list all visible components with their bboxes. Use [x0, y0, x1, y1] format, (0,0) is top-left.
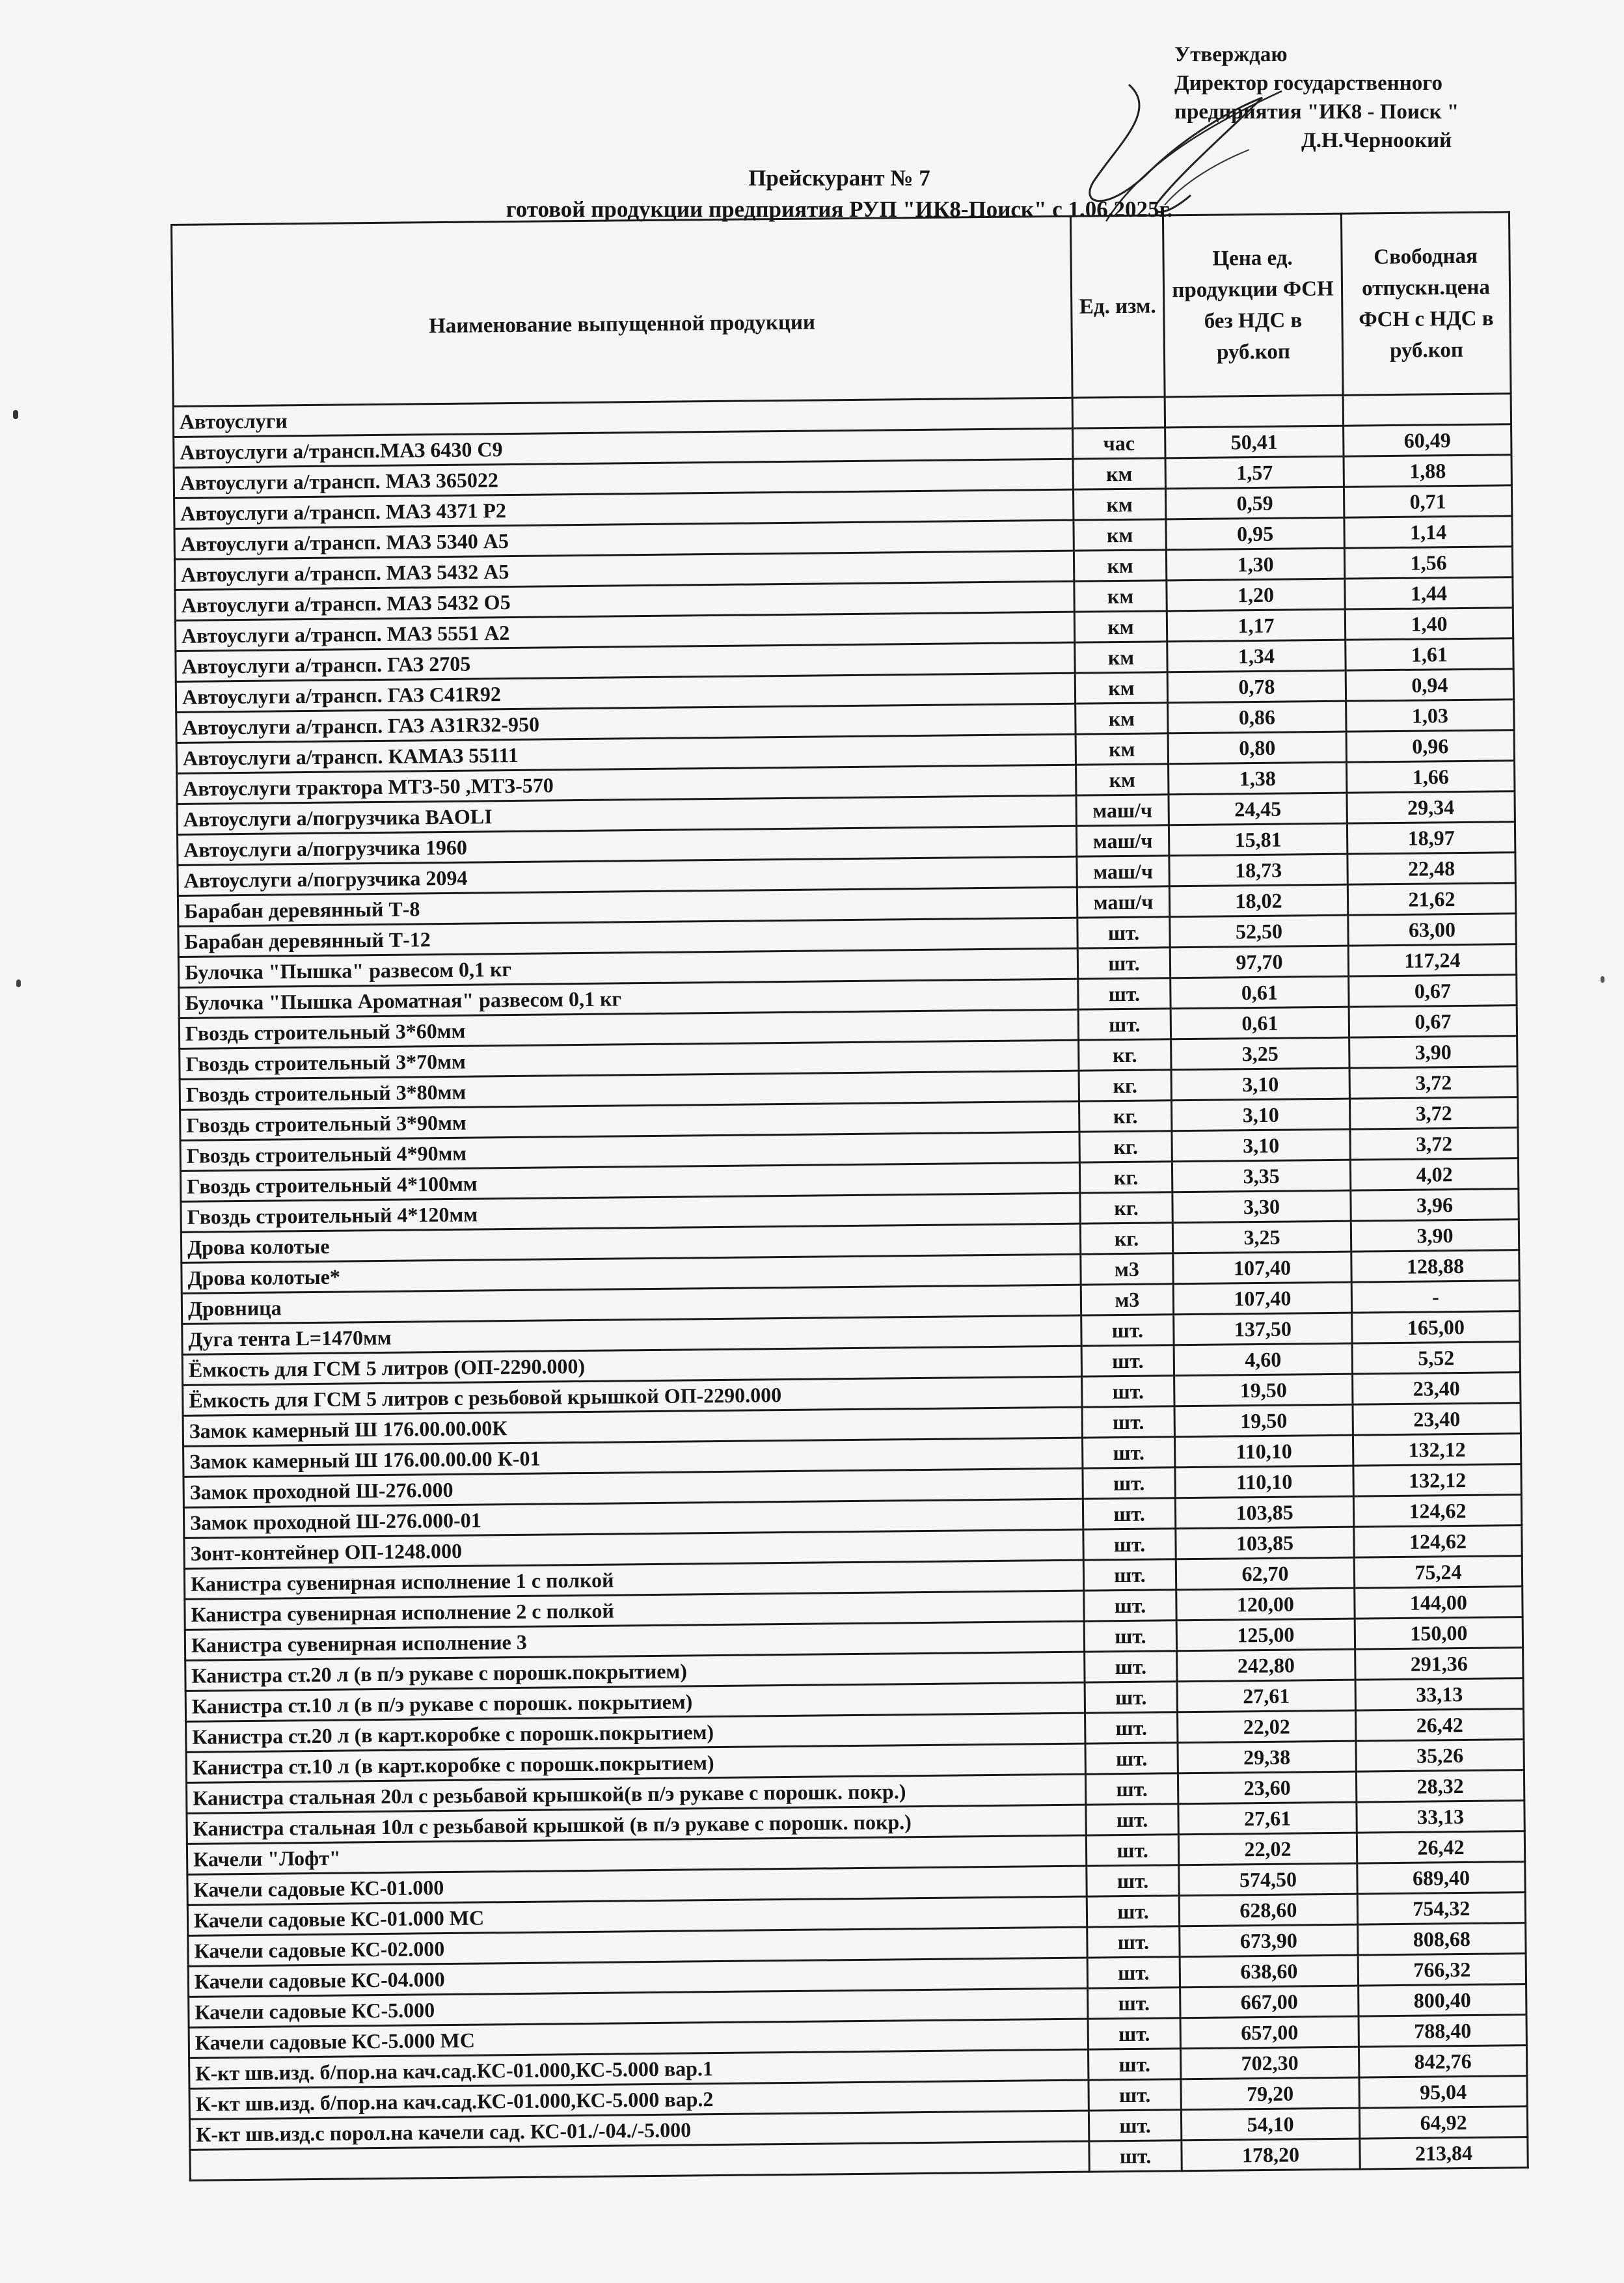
cell-price-without-vat: 1,20: [1167, 579, 1345, 611]
cell-product-name: Булочка "Пышка Ароматная" развесом 0,1 кг: [179, 979, 1078, 1018]
cell-product-name: Барабан деревянный Т-8: [178, 887, 1077, 926]
cell-unit: шт.: [1081, 1345, 1174, 1376]
cell-unit: [1072, 397, 1165, 428]
cell-unit: кг.: [1079, 1039, 1171, 1071]
cell-price-without-vat: 50,41: [1165, 426, 1344, 458]
cell-price-without-vat: 3,10: [1172, 1129, 1350, 1162]
cell-price-without-vat: 3,35: [1172, 1160, 1350, 1192]
cell-unit: шт.: [1084, 1590, 1176, 1621]
cell-price-without-vat: 29,38: [1178, 1741, 1356, 1773]
cell-unit: шт.: [1088, 1988, 1180, 2019]
cell-unit: км: [1076, 733, 1168, 765]
cell-unit: кг.: [1079, 1162, 1172, 1193]
cell-unit: шт.: [1082, 1406, 1174, 1438]
cell-price-with-vat: 0,94: [1346, 669, 1513, 701]
cell-product-name: Автоуслуги а/погрузчика 1960: [178, 826, 1077, 865]
cell-price-with-vat: 5,52: [1352, 1342, 1520, 1374]
cell-price-without-vat: 242,80: [1177, 1649, 1355, 1682]
cell-price-with-vat: 754,32: [1357, 1893, 1525, 1924]
cell-product-name: Гвоздь строительный 3*70мм: [180, 1040, 1079, 1079]
cell-product-name: Автоуслуги а/погрузчика BAOLI: [177, 795, 1076, 834]
cell-price-with-vat: 33,13: [1355, 1678, 1523, 1710]
cell-price-with-vat: 808,68: [1358, 1923, 1526, 1955]
cell-unit: шт.: [1089, 2079, 1181, 2111]
cell-price-without-vat: 27,61: [1177, 1680, 1355, 1712]
cell-price-without-vat: 110,10: [1175, 1466, 1353, 1498]
cell-unit: шт.: [1085, 1682, 1177, 1713]
cell-unit: шт.: [1087, 1957, 1180, 1988]
cell-product-name: Дровница: [182, 1285, 1081, 1324]
cell-price-without-vat: 103,85: [1176, 1527, 1354, 1559]
cell-product-name: Канистра ст.20 л (в карт.коробке с порошк.покрытием): [186, 1713, 1085, 1752]
cell-price-without-vat: 667,00: [1180, 1986, 1359, 2018]
approval-line-position: Директор государственного: [1174, 72, 1442, 95]
cell-product-name: Дуга тента L=1470мм: [182, 1315, 1081, 1354]
cell-price-without-vat: 673,90: [1180, 1924, 1358, 1957]
cell-price-with-vat: 3,90: [1349, 1036, 1517, 1068]
cell-unit: шт.: [1085, 1712, 1178, 1743]
scan-speck: [13, 410, 18, 419]
table-header-row: [172, 212, 1511, 407]
cell-unit: шт.: [1082, 1376, 1174, 1407]
cell-price-with-vat: 35,26: [1356, 1740, 1524, 1771]
cell-price-with-vat: 1,14: [1344, 516, 1512, 548]
cell-product-name: К-кт шв.изд. б/пор.на кач.сад.КС-01.000,КС-5.000 вар.2: [189, 2080, 1089, 2119]
cell-product-name: Гвоздь строительный 3*60мм: [179, 1009, 1078, 1048]
cell-price-with-vat: 75,24: [1354, 1556, 1522, 1588]
cell-price-with-vat: 117,24: [1348, 944, 1516, 976]
cell-price-with-vat: 213,84: [1360, 2137, 1528, 2169]
cell-price-without-vat: 23,60: [1178, 1771, 1356, 1804]
cell-price-with-vat: 0,67: [1349, 1005, 1517, 1037]
cell-price-with-vat: 60,49: [1344, 424, 1511, 456]
cell-price-with-vat: 23,40: [1353, 1373, 1521, 1404]
cell-unit: шт.: [1083, 1529, 1176, 1560]
cell-price-with-vat: 788,40: [1359, 2015, 1526, 2047]
cell-product-name: Булочка "Пышка" развесом 0,1 кг: [178, 948, 1077, 987]
cell-product-name: Автоуслуги а/трансп. МАЗ 5551 А2: [175, 612, 1074, 651]
cell-unit: шт.: [1083, 1498, 1175, 1529]
cell-price-without-vat: 24,45: [1169, 793, 1347, 825]
cell-unit: шт.: [1085, 1773, 1178, 1805]
cell-price-with-vat: 0,71: [1344, 485, 1511, 517]
cell-price-without-vat: 657,00: [1180, 2016, 1359, 2049]
cell-unit: км: [1074, 550, 1166, 581]
cell-product-name: Гвоздь строительный 3*90мм: [180, 1101, 1079, 1140]
cell-price-with-vat: 63,00: [1348, 914, 1516, 946]
cell-unit: км: [1073, 489, 1165, 520]
cell-price-with-vat: 128,88: [1351, 1250, 1519, 1282]
cell-product-name: Качели садовые КС-04.000: [188, 1958, 1087, 1997]
cell-price-with-vat: 64,92: [1359, 2107, 1527, 2139]
cell-product-name: Канистра ст.10 л (в карт.коробке с порошк.покрытием): [186, 1743, 1085, 1783]
cell-price-with-vat: 23,40: [1353, 1403, 1521, 1435]
cell-unit: шт.: [1083, 1468, 1175, 1499]
cell-price-without-vat: 1,30: [1166, 548, 1344, 581]
cell-price-without-vat: 1,38: [1169, 762, 1347, 795]
header-price-with-vat: Свободная отпускн.цена ФСН с НДС в руб.коп: [1341, 212, 1511, 395]
price-list-table: [170, 211, 1529, 2181]
cell-unit: шт.: [1083, 1559, 1176, 1591]
approval-line-enterprise: предприятия "ИК8 - Поиск ": [1174, 100, 1459, 124]
cell-unit: шт.: [1082, 1437, 1174, 1468]
cell-product-name: Качели садовые КС-02.000: [188, 1927, 1087, 1966]
cell-unit: шт.: [1087, 1896, 1179, 1927]
cell-unit: шт.: [1087, 1926, 1180, 1958]
cell-price-without-vat: 52,50: [1170, 915, 1348, 948]
cell-price-with-vat: 1,44: [1345, 577, 1513, 609]
approval-line-director: Д.Н.Черноокий: [1301, 129, 1452, 152]
cell-product-name: Автоуслуги а/трансп. МАЗ 365022: [174, 459, 1073, 498]
cell-unit: км: [1075, 672, 1167, 704]
cell-unit: кг.: [1079, 1100, 1172, 1132]
cell-price-without-vat: 1,57: [1165, 456, 1344, 489]
cell-product-name: Качели садовые КС-5.000: [189, 1988, 1088, 2027]
cell-product-name: Канистра сувенирная исполнение 2 с полкой: [185, 1591, 1084, 1630]
cell-product-name: Замок камерный Ш 176.00.00.00К: [183, 1407, 1082, 1446]
cell-product-name: Автоуслуги а/трансп. ГАЗ С41R92: [176, 673, 1075, 712]
cell-product-name: Замок проходной Ш-276.000-01: [183, 1499, 1083, 1538]
cell-price-with-vat: 842,76: [1359, 2045, 1526, 2077]
cell-unit: шт.: [1078, 1009, 1171, 1040]
cell-price-with-vat: 29,34: [1347, 791, 1515, 823]
cell-price-without-vat: 19,50: [1174, 1404, 1353, 1437]
cell-product-name: К-кт шв.изд.с порол.на качели сад. КС-01./-04./-5.000: [189, 2111, 1089, 2150]
cell-price-with-vat: 22,48: [1347, 853, 1515, 884]
cell-product-name: Качели садовые КС-5.000 МС: [189, 2019, 1088, 2058]
cell-price-without-vat: 27,61: [1178, 1802, 1357, 1835]
cell-price-without-vat: 19,50: [1174, 1374, 1353, 1406]
cell-product-name: Автоуслуги а/трансп. МАЗ 4371 Р2: [174, 489, 1074, 528]
cell-price-with-vat: 33,13: [1357, 1801, 1524, 1833]
cell-price-with-vat: 124,62: [1353, 1495, 1521, 1527]
cell-unit: шт.: [1089, 2110, 1181, 2141]
cell-price-with-vat: 124,62: [1354, 1525, 1522, 1557]
cell-price-with-vat: 3,96: [1351, 1189, 1519, 1221]
cell-price-with-vat: 4,02: [1350, 1158, 1518, 1190]
cell-unit: км: [1075, 642, 1167, 673]
approval-line-approve: Утверждаю: [1174, 43, 1288, 66]
cell-unit: км: [1076, 764, 1169, 795]
cell-price-without-vat: 0,80: [1168, 731, 1346, 764]
cell-price-without-vat: 107,40: [1173, 1251, 1351, 1284]
cell-price-with-vat: [1343, 394, 1511, 426]
cell-price-with-vat: 291,36: [1355, 1648, 1523, 1680]
cell-product-name: Дрова колотые*: [182, 1254, 1081, 1293]
cell-price-with-vat: 1,66: [1347, 761, 1515, 793]
cell-product-name: Ёмкость для ГСМ 5 литров (ОП-2290.000): [182, 1346, 1081, 1385]
cell-unit: маш/ч: [1077, 886, 1169, 918]
cell-product-name: Канистра стальная 10л с резьбавой крышкой (в п/э рукаве с порошк. покр.): [187, 1805, 1086, 1844]
cell-product-name: Автоуслуги а/трансп. МАЗ 5340 А5: [174, 520, 1074, 559]
cell-product-name: Автоуслуги а/погрузчика 2094: [178, 856, 1077, 895]
cell-unit: маш/ч: [1076, 795, 1169, 826]
cell-price-without-vat: 0,86: [1168, 701, 1346, 733]
cell-price-with-vat: 1,03: [1346, 700, 1514, 731]
cell-unit: км: [1074, 581, 1167, 612]
cell-price-with-vat: 800,40: [1359, 1984, 1526, 2016]
cell-price-without-vat: 1,34: [1167, 640, 1346, 672]
cell-unit: шт.: [1086, 1835, 1178, 1866]
cell-product-name: Канистра ст.10 л (в п/э рукаве с порошк. покрытием): [185, 1682, 1085, 1721]
cell-price-without-vat: [1165, 395, 1343, 428]
cell-unit: шт.: [1085, 1651, 1177, 1682]
cell-unit: км: [1074, 611, 1167, 642]
cell-price-without-vat: 22,02: [1178, 1710, 1356, 1743]
cell-price-without-vat: 0,61: [1171, 976, 1349, 1009]
cell-product-name: Зонт-контейнер ОП-1248.000: [184, 1529, 1083, 1568]
scan-speck: [16, 979, 21, 987]
cell-price-without-vat: 79,20: [1181, 2077, 1359, 2110]
cell-product-name: Канистра стальная 20л с резьбавой крышкой(в п/э рукаве с порошк. покр.): [186, 1774, 1085, 1813]
cell-price-without-vat: 18,73: [1169, 854, 1347, 886]
cell-product-name: Барабан деревянный Т-12: [178, 918, 1077, 957]
cell-price-with-vat: 132,12: [1353, 1464, 1521, 1496]
cell-product-name: Гвоздь строительный 3*80мм: [180, 1071, 1079, 1110]
cell-unit: шт.: [1081, 1315, 1174, 1346]
cell-product-name: Гвоздь строительный 4*100мм: [180, 1162, 1079, 1201]
cell-price-with-vat: 1,56: [1344, 547, 1512, 579]
cell-product-name: Автоуслуги трактора МТЗ-50 ,МТЗ-570: [177, 765, 1076, 804]
cell-price-without-vat: 628,60: [1179, 1894, 1357, 1926]
cell-unit: шт.: [1087, 1865, 1179, 1896]
cell-unit: шт.: [1085, 1743, 1178, 1774]
cell-product-name: Ёмкость для ГСМ 5 литров с резьбовой крышкой ОП-2290.000: [183, 1376, 1082, 1415]
cell-price-with-vat: 0,96: [1346, 730, 1514, 762]
cell-price-without-vat: 574,50: [1179, 1863, 1357, 1896]
header-product-name: Наименование выпущенной продукции: [172, 216, 1073, 406]
cell-unit: маш/ч: [1077, 856, 1169, 887]
cell-price-with-vat: 21,62: [1347, 883, 1515, 915]
cell-price-with-vat: 26,42: [1356, 1709, 1524, 1741]
cell-price-without-vat: 702,30: [1180, 2047, 1359, 2079]
cell-price-without-vat: 638,60: [1180, 1955, 1358, 1988]
cell-price-without-vat: 0,59: [1165, 487, 1344, 519]
cell-price-without-vat: 107,40: [1173, 1282, 1351, 1315]
cell-product-name: Канистра сувенирная исполнение 1 с полкой: [184, 1560, 1083, 1599]
cell-price-with-vat: 3,72: [1349, 1067, 1517, 1099]
cell-product-name: Качели садовые КС-01.000: [187, 1866, 1087, 1905]
cell-product-name: Замок проходной Ш-276.000: [183, 1468, 1083, 1507]
cell-price-without-vat: 3,10: [1171, 1068, 1349, 1100]
cell-price-with-vat: 28,32: [1356, 1770, 1524, 1802]
cell-price-with-vat: 132,12: [1353, 1434, 1521, 1466]
cell-product-name: Замок камерный Ш 176.00.00.00 К-01: [183, 1438, 1083, 1477]
cell-price-without-vat: 22,02: [1178, 1833, 1357, 1865]
cell-unit: кг.: [1079, 1131, 1172, 1162]
cell-unit: м3: [1081, 1253, 1173, 1285]
cell-price-without-vat: 125,00: [1176, 1619, 1355, 1651]
cell-price-without-vat: 54,10: [1181, 2108, 1359, 2140]
cell-price-with-vat: 26,42: [1357, 1831, 1524, 1863]
cell-product-name: Автоуслуги а/трансп. ГАЗ А31R32-950: [176, 704, 1076, 743]
cell-unit: км: [1073, 458, 1165, 489]
cell-price-without-vat: 3,25: [1172, 1221, 1351, 1253]
cell-product-name: Гвоздь строительный 4*120мм: [181, 1193, 1080, 1232]
cell-unit: шт.: [1089, 2140, 1182, 2172]
cell-price-with-vat: 1,40: [1345, 608, 1513, 640]
cell-price-without-vat: 62,70: [1176, 1557, 1354, 1590]
cell-price-without-vat: 18,02: [1169, 884, 1347, 917]
cell-price-without-vat: 1,17: [1167, 609, 1345, 642]
cell-price-with-vat: 689,40: [1357, 1862, 1525, 1894]
cell-unit: кг.: [1080, 1223, 1172, 1254]
document-title: Прейскурант № 7: [748, 165, 930, 191]
cell-product-name: К-кт шв.изд. б/пор.на кач.сад.КС-01.000,КС-5.000 вар.1: [189, 2049, 1089, 2088]
cell-price-without-vat: 0,61: [1171, 1007, 1349, 1039]
cell-unit: кг.: [1080, 1192, 1172, 1224]
cell-price-without-vat: 178,20: [1182, 2139, 1360, 2171]
cell-product-name: Автоуслуги а/трансп. МАЗ 5432 А5: [174, 551, 1074, 590]
cell-price-with-vat: 18,97: [1347, 822, 1515, 854]
cell-price-without-vat: 0,78: [1167, 670, 1346, 703]
cell-unit: км: [1074, 519, 1166, 551]
cell-product-name: Автоуслуги а/трансп. ГАЗ 2705: [176, 642, 1075, 681]
cell-unit: км: [1076, 703, 1168, 734]
cell-price-without-vat: 97,70: [1170, 946, 1348, 978]
cell-product-name: Качели "Лофт": [187, 1835, 1086, 1874]
approval-block: [1174, 40, 1513, 155]
cell-unit: шт.: [1086, 1804, 1178, 1835]
cell-price-without-vat: 4,60: [1174, 1343, 1352, 1376]
cell-price-with-vat: 3,90: [1351, 1220, 1519, 1251]
cell-product-name: Гвоздь строительный 4*90мм: [180, 1132, 1079, 1171]
cell-price-with-vat: -: [1351, 1281, 1519, 1313]
cell-unit: м3: [1081, 1284, 1173, 1315]
cell-price-with-vat: 1,88: [1344, 455, 1511, 487]
cell-price-with-vat: 165,00: [1352, 1311, 1520, 1343]
cell-product-name: Автоуслуги а/трансп. КАМАЗ 55111: [176, 734, 1076, 773]
cell-price-with-vat: 95,04: [1359, 2076, 1527, 2108]
cell-unit: час: [1073, 428, 1165, 459]
cell-price-with-vat: 150,00: [1355, 1617, 1522, 1649]
cell-product-name: Дрова колотые: [181, 1224, 1080, 1263]
cell-price-with-vat: 3,72: [1349, 1097, 1517, 1129]
cell-product-name: Автоуслуги а/трансп.МАЗ 6430 С9: [174, 428, 1073, 467]
cell-unit: шт.: [1078, 978, 1171, 1009]
cell-price-without-vat: 3,10: [1171, 1099, 1349, 1131]
cell-unit: шт.: [1084, 1620, 1176, 1652]
cell-unit: шт.: [1088, 2049, 1180, 2080]
cell-product-name: Автоуслуги а/трансп. МАЗ 5432 О5: [175, 581, 1074, 620]
cell-product-name: Канистра сувенирная исполнение 3: [185, 1621, 1084, 1660]
cell-product-name: Автоуслуги: [173, 398, 1072, 437]
cell-price-without-vat: 137,50: [1174, 1313, 1352, 1345]
cell-price-without-vat: 15,81: [1169, 823, 1347, 856]
cell-price-without-vat: 0,95: [1166, 517, 1344, 550]
header-unit: Ед. изм.: [1070, 215, 1165, 398]
cell-product-name: Канистра ст.20 л (в п/э рукаве с порошк.покрытием): [185, 1652, 1085, 1691]
cell-price-without-vat: 110,10: [1174, 1435, 1353, 1468]
cell-unit: шт.: [1077, 917, 1170, 948]
cell-price-with-vat: 144,00: [1355, 1587, 1522, 1619]
cell-unit: кг.: [1079, 1070, 1171, 1101]
scan-speck: [1601, 976, 1604, 983]
cell-price-without-vat: 3,25: [1171, 1037, 1349, 1070]
cell-unit: шт.: [1077, 948, 1170, 979]
cell-price-with-vat: 1,61: [1346, 638, 1513, 670]
cell-price-without-vat: 3,30: [1172, 1190, 1351, 1223]
cell-unit: маш/ч: [1076, 825, 1169, 856]
cell-price-without-vat: 120,00: [1176, 1588, 1355, 1620]
cell-price-with-vat: 766,32: [1358, 1954, 1526, 1986]
cell-product-name: Качели садовые КС-01.000 МС: [187, 1896, 1087, 1935]
cell-price-with-vat: 0,67: [1349, 975, 1517, 1007]
cell-price-without-vat: 103,85: [1175, 1496, 1353, 1529]
document-subtitle: готовой продукции предприятия РУП "ИК8-Поиск" с 1.06.2025г.: [506, 197, 1173, 222]
cell-unit: шт.: [1088, 2018, 1180, 2049]
cell-price-with-vat: 3,72: [1350, 1128, 1518, 1160]
header-price-without-vat: Цена ед. продукции ФСН без НДС в руб.коп: [1163, 213, 1343, 397]
